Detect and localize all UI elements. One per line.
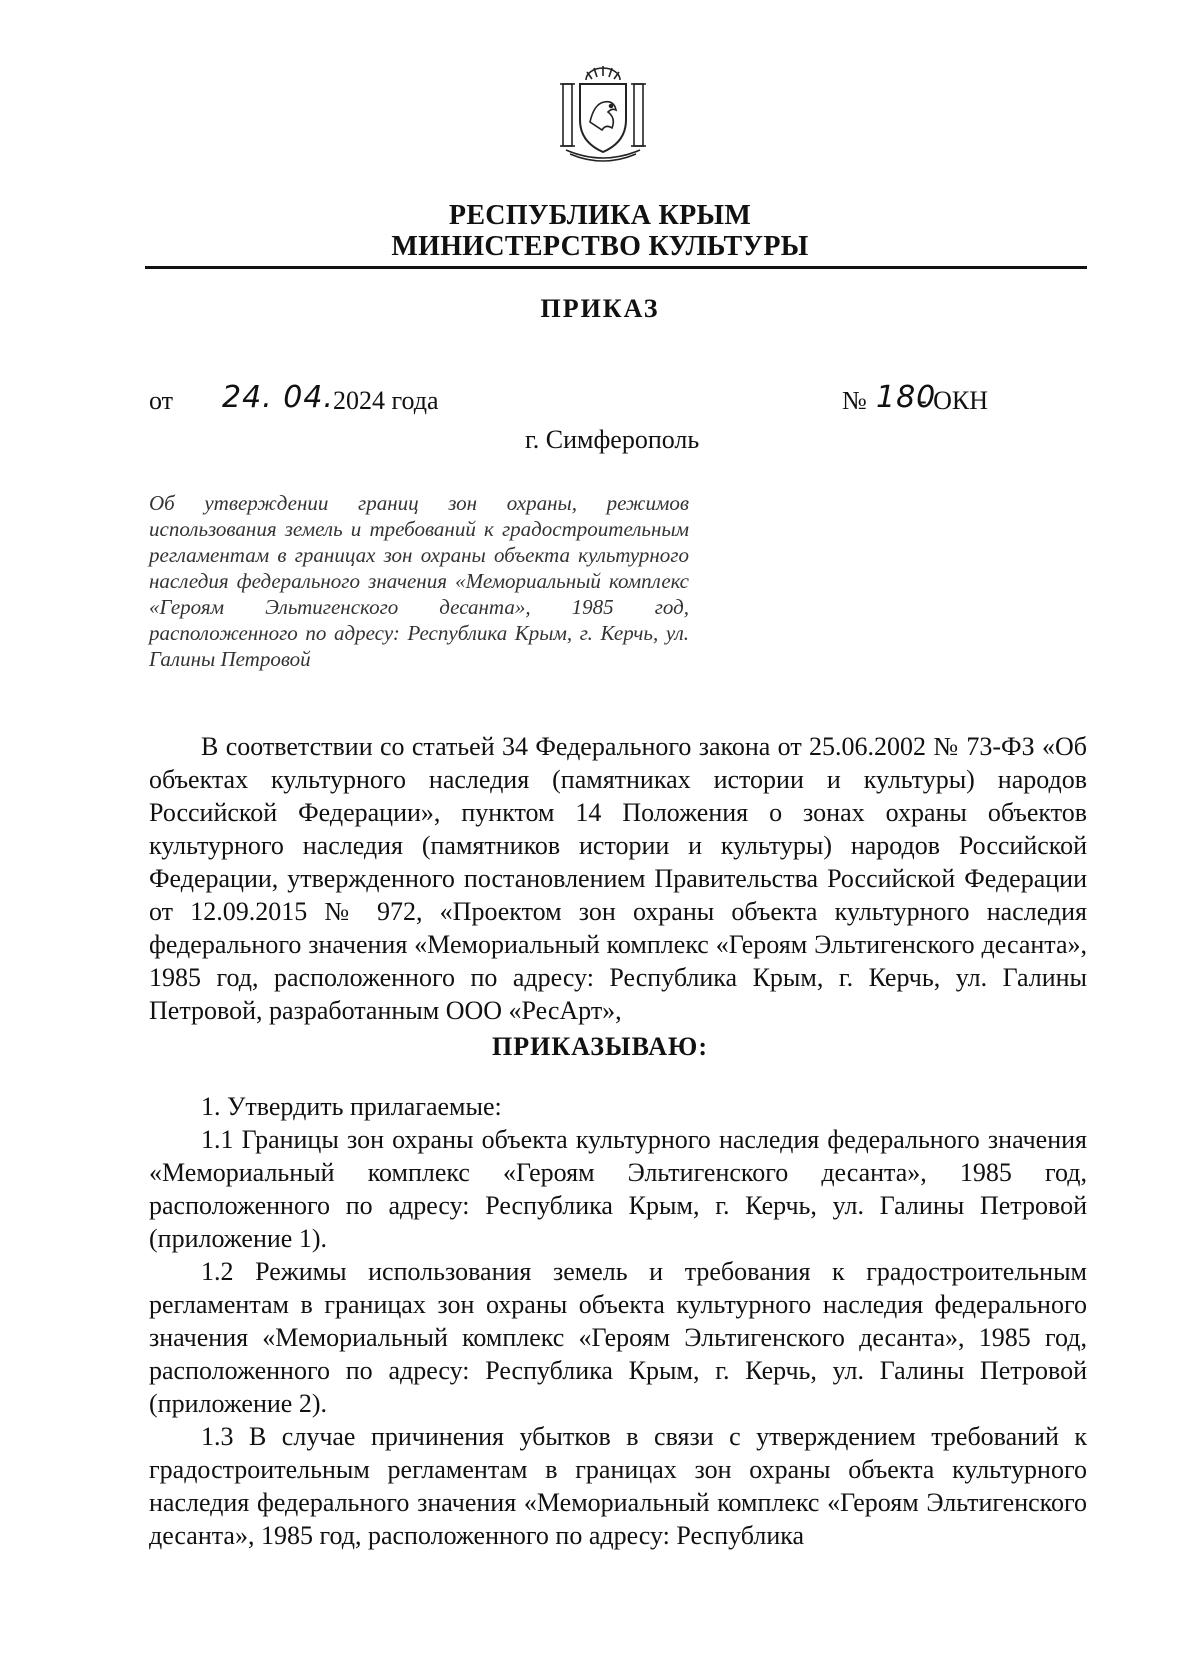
header-divider [145, 266, 1087, 269]
coat-of-arms-emblem [556, 62, 650, 166]
document-type-title: ПРИКАЗ [540, 294, 660, 323]
date-year: 2024 года [333, 386, 439, 415]
orders-heading: ПРИКАЗЫВАЮ: [492, 1032, 708, 1061]
handwritten-date: 24. 04. [222, 380, 334, 415]
handwritten-number: 180 [876, 380, 937, 415]
number-prefix: № [842, 386, 867, 415]
order-item: 1.1 Границы зон охраны объекта культурного наследия федерального значения «Мемориальный комплекс «Героям Эльтигенского десанта», 1985 год, расположенного по адресу: Республика Крым, г. Керчь, ул. Галины Петровой (приложение 1). [149, 1125, 1087, 1253]
preamble-paragraph: В соответствии со статьей 34 Федерального закона от 25.06.2002 № 73-ФЗ «Об объектах культурного наследия (памятниках истории и культуры) народов Российской Федерации», пунктом 14 Положения о зонах охраны объектов культурного наследия (памятников истории и культуры) народов Российской Федерации, утвержденного постановлением Правительства Российской Федерации от 12.09.2015 № 972, «Проектом зон охраны объекта культурного наследия федерального значения «Мемориальный комплекс «Героям Эльтигенского десанта», 1985 год, расположенного по адресу: Республика Крым, г. Керчь, ул. Галины Петровой, разработанным ООО «РесАрт», [149, 732, 1087, 1025]
order-item: 1.2 Режимы использования земель и требования к градостроительным регламентам в границах зон охраны объекта культурного наследия федерального значения «Мемориальный комплекс «Героям Эльтигенского десанта», 1985 год, расположенного по адресу: Республика Крым, г. Керчь, ул. Галины Петровой (приложение 2). [149, 1257, 1087, 1418]
org-name-line1: РЕСПУБЛИКА КРЫМ [448, 200, 752, 231]
city-line: г. Симферополь [525, 425, 700, 454]
document-subject: Об утверждении границ зон охраны, режимов использования земель и требований к градостроительным регламентам в границах зон охраны объекта культурного наследия федерального значения «Мемориальный комплекс «Героям Эльтигенского десанта», 1985 год, расположенного по адресу: Республика Крым, г. Керчь, ул. Галины Петровой [149, 491, 689, 671]
number-suffix: - ОКН [918, 386, 989, 415]
date-prefix: от [149, 386, 174, 415]
order-items [149, 1090, 1087, 1552]
order-item: 1.3 В случае причинения убытков в связи с утверждением требований к градостроительным регламентам в границах зон охраны объекта культурного наследия федерального значения «Мемориальный комплекс «Героям Эльтигенского десанта», 1985 год, расположенного по адресу: Республика [149, 1422, 1087, 1550]
order-item: 1. Утвердить прилагаемые: [201, 1092, 502, 1121]
org-name-line2: МИНИСТЕРСТВО КУЛЬТУРЫ [391, 231, 809, 262]
